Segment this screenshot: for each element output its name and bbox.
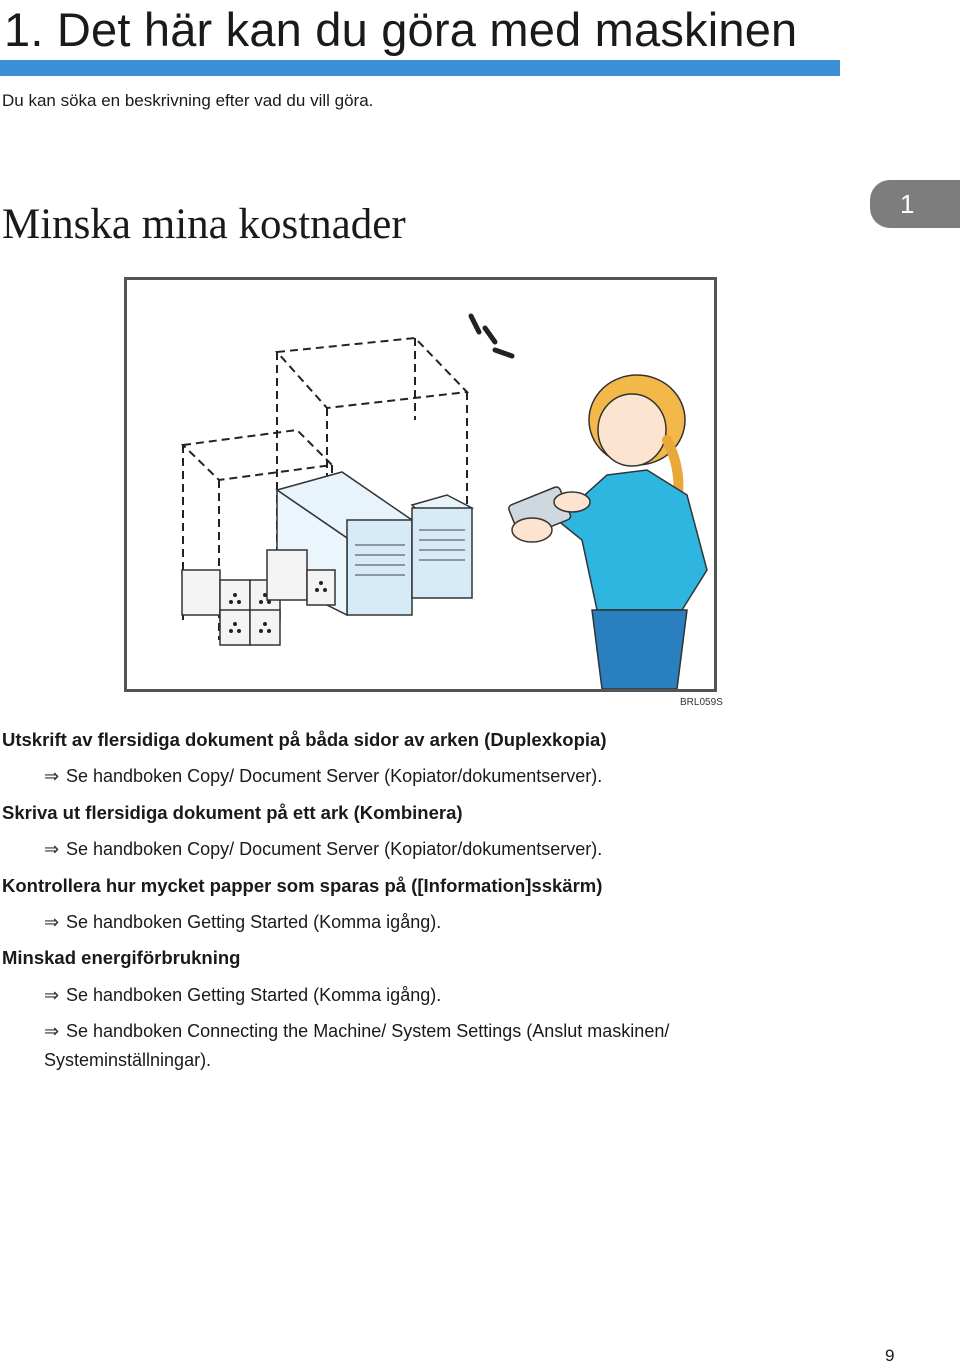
reference-line[interactable] — [44, 835, 724, 864]
arrow-icon: ⇒ — [44, 912, 60, 932]
item-heading-combine: Skriva ut flersidiga dokument på ett ark (Kombinera) — [2, 802, 463, 823]
illustration-figure — [124, 277, 717, 692]
item-heading-paper-saved: Kontrollera hur mycket papper som sparas på ([Information]sskärm) — [2, 875, 603, 896]
reference-line[interactable] — [44, 908, 724, 937]
reference-text[interactable]: Se handboken Getting Started (Komma igång). — [66, 985, 442, 1005]
woman-figure-icon — [508, 375, 707, 689]
section-title: Minska mina kostnader — [2, 201, 406, 248]
reference-line[interactable] — [44, 1017, 694, 1075]
chapter-bar — [0, 60, 840, 76]
reference-text[interactable]: Se handboken Copy/ Document Server (Kopiator/dokumentserver). — [66, 766, 603, 786]
arrow-icon: ⇒ — [44, 839, 60, 859]
figure-code: BRL059S — [680, 697, 723, 708]
page-number: 9 — [885, 1346, 895, 1365]
emphasis-marks-icon — [471, 316, 512, 356]
reference-line[interactable] — [44, 762, 724, 791]
reference-line[interactable] — [44, 981, 724, 1010]
chapter-subtitle: Du kan söka en beskrivning efter vad du vill göra. — [2, 91, 374, 110]
reference-text[interactable]: Se handboken Connecting the Machine/ System Settings (Anslut maskinen/ Systeminställningar). — [44, 1021, 670, 1070]
arrow-icon: ⇒ — [44, 1021, 60, 1041]
arrow-icon: ⇒ — [44, 766, 60, 786]
chapter-title: 1. Det här kan du göra med maskinen — [4, 3, 798, 56]
reference-text[interactable]: Se handboken Copy/ Document Server (Kopiator/dokumentserver). — [66, 839, 603, 859]
item-heading-energy: Minskad energiförbrukning — [2, 947, 241, 968]
item-heading-duplex: Utskrift av flersidiga dokument på båda sidor av arken (Duplexkopia) — [2, 729, 607, 750]
reference-text[interactable]: Se handboken Getting Started (Komma igång). — [66, 912, 442, 932]
arrow-icon: ⇒ — [44, 985, 60, 1005]
chapter-tab[interactable]: 1 — [870, 180, 960, 228]
